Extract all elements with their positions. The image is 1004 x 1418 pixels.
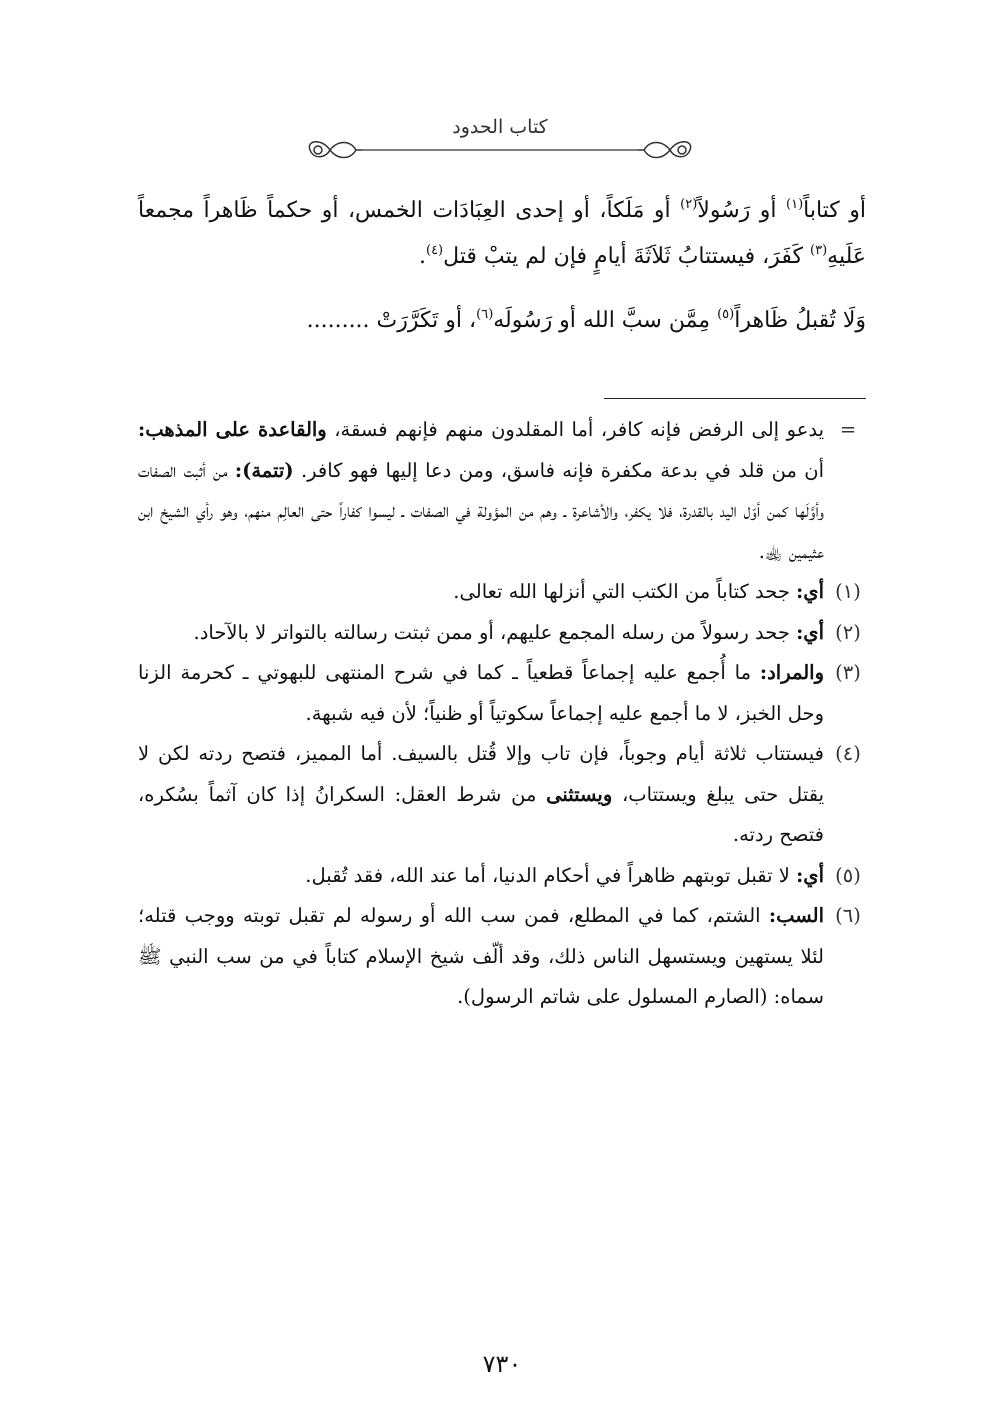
footnote-5 bbox=[138, 856, 866, 897]
footnote-keyword: السب: bbox=[768, 904, 824, 927]
footnote-text: جحد رسولاً من رسله المجمع عليهم، أو ممن ثبتت رسالته بالتواتر لا بالآحاد. bbox=[193, 620, 797, 644]
page-number: ٧٣٠ bbox=[482, 1350, 522, 1378]
main-text bbox=[138, 188, 866, 344]
main-text-segment: مِمَّن سبَّ الله أو رَسُولَه bbox=[493, 308, 718, 333]
footnote-continuation bbox=[138, 410, 866, 572]
footnote-keyword: (تتمة): bbox=[234, 458, 294, 482]
footnote-6 bbox=[138, 896, 866, 1018]
footnote-keyword: والمراد: bbox=[759, 661, 824, 684]
footnote-text: من أثبت الصفات وأوَّلَها كمن أوّل اليد بالقدرة، فلا يكفر، والأشاعرة ـ وهم من المؤولة في الصفات ـ ليسوا كفاراً حتى العالِم منهم، وهو رأي الشيخ ابن عثيمين ﵀. bbox=[138, 458, 824, 563]
main-text-segment: وَلَا تُقبلُ ظَاهراً bbox=[734, 308, 866, 333]
main-text-segment: كَفَرَ، فيستتابُ ثَلاَثَةَ أيامٍ فإن لم يتبْ قتل bbox=[443, 244, 811, 269]
footnote-ref-6[interactable]: (٦) bbox=[476, 307, 494, 322]
footnote-text: من شرط العقل: السكرانُ إذا كان آثماً بسُكره، فتصح ردته. bbox=[138, 782, 824, 846]
main-text-segment: أو مَلَكاً، أو إحدى العِبَادَات الخمس، أو حكماً ظَاهراً مجمعاً عَلَيهِ bbox=[138, 198, 866, 269]
footnote-1 bbox=[138, 572, 866, 613]
header-title: كتاب الحدود bbox=[452, 116, 548, 138]
footnote-number: (٣) bbox=[835, 661, 861, 684]
footnote-keyword: أي: bbox=[796, 620, 824, 644]
footnote-text: يدعو إلى الرفض فإنه كافر، أما المقلدون منهم فإنهم فسقة، bbox=[326, 418, 824, 441]
footnote-keyword: والقاعدة على المذهب: bbox=[138, 418, 327, 441]
footnote-4 bbox=[138, 734, 866, 856]
footnote-number: (٢) bbox=[835, 620, 861, 644]
footnote-text: جحد كتاباً من الكتب التي أنزلها الله تعالى. bbox=[453, 580, 797, 603]
continuation-mark: = bbox=[839, 418, 857, 441]
footnote-2 bbox=[138, 613, 866, 654]
footnotes bbox=[138, 410, 866, 1018]
running-header bbox=[300, 100, 700, 170]
footnote-ref-3[interactable]: (٣) bbox=[810, 243, 828, 258]
footnote-number: (٤) bbox=[835, 742, 861, 765]
footnote-ref-4[interactable]: (٤) bbox=[425, 243, 444, 258]
footnote-text: ما أُجمع عليه إجماعاً قطعياً ـ كما في شرح المنتهى للبهوتي ـ كحرمة الزنا وحل الخبز، لا ما أجمع عليه إجماعاً سكوتياً أو ظنياً؛ لأن فيه شبهة. bbox=[138, 661, 824, 725]
footnote-number: (٦) bbox=[835, 904, 861, 927]
footnote-text: الشتم، كما في المطلع، فمن سب الله أو رسوله لم تقبل توبته ووجب قتله؛ لئلا يستهين ويستسهل الناس ذلك، وقد ألّف شيخ الإسلام كتاباً في من سب النبي ﷺ سماه: (الصارم المسلول على شاتم الرسول). bbox=[138, 904, 824, 1008]
main-text-segment: . bbox=[418, 244, 426, 269]
footnote-3 bbox=[138, 653, 866, 734]
main-text-line-2 bbox=[138, 298, 866, 344]
footnote-ref-5[interactable]: (٥) bbox=[717, 307, 735, 322]
main-text-segment: أو كتاباً bbox=[803, 198, 867, 223]
footnote-ref-2[interactable]: (٢) bbox=[680, 197, 698, 212]
footnote-number: (٥) bbox=[835, 863, 861, 887]
footnote-divider bbox=[604, 398, 866, 399]
main-text-segment: أو رَسُولاً bbox=[697, 198, 786, 223]
footnote-text: أن من قلد في بدعة مكفرة فإنه فاسق، ومن دعا إليها فهو كافر. bbox=[293, 458, 824, 482]
footnote-keyword: ويستثنى bbox=[546, 782, 613, 806]
main-text-line-1 bbox=[138, 188, 866, 280]
header-ornament-icon bbox=[300, 130, 700, 166]
footnote-text: فيستتاب ثلاثة أيام وجوباً، فإن تاب وإلا قُتل بالسيف. أما المميز، فتصح ردته لكن لا يقتل حتى يبلغ ويستتاب، bbox=[138, 742, 824, 806]
footnote-ref-1[interactable]: (١) bbox=[786, 197, 804, 212]
footnote-keyword: أي: bbox=[796, 863, 824, 887]
footnote-number: (١) bbox=[835, 580, 861, 603]
footnote-text: لا تقبل توبتهم ظاهراً في أحكام الدنيا، أما عند الله، فقد تُقبل. bbox=[305, 863, 797, 887]
footnote-keyword: أي: bbox=[796, 580, 824, 603]
main-text-segment: ، أو تَكَرَّرَتْ ......... bbox=[306, 308, 477, 333]
